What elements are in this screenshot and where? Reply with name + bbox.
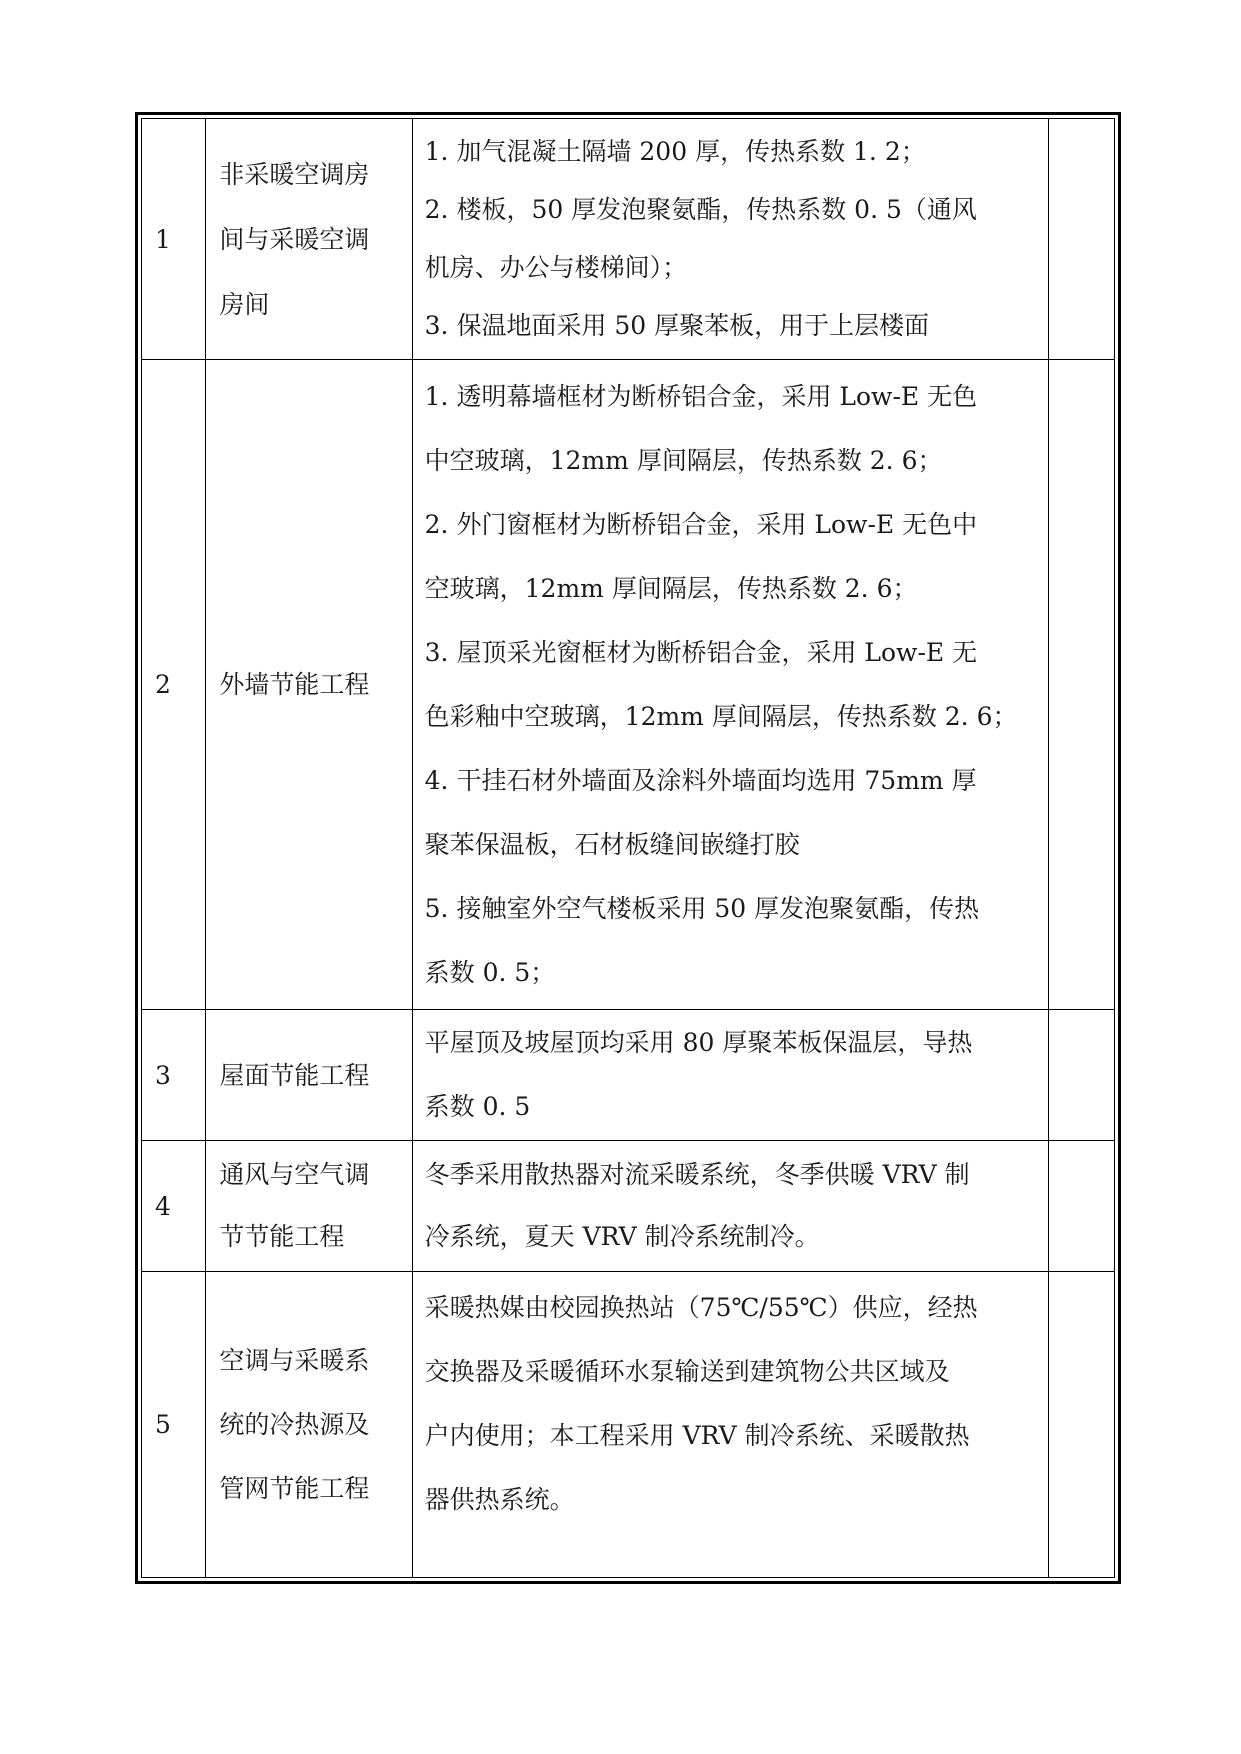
row-remark — [1048, 119, 1114, 360]
row-item-name — [206, 1010, 412, 1141]
description-line: 机房、办公与楼梯间）； — [424, 253, 688, 283]
table-row — [142, 1272, 1115, 1578]
description-line: 3. 屋顶采光窗框材为断桥铝合金，采用 Low-E 无 — [424, 637, 978, 667]
description-line: 聚苯保温板，石材板缝间嵌缝打胶 — [424, 829, 800, 859]
description-line: 冬季采用散热器对流采暖系统，冬季供暖 VRV 制 — [424, 1160, 970, 1190]
row-description — [412, 1141, 1048, 1272]
item-name-line: 管网节能工程 — [219, 1473, 370, 1503]
row-description — [412, 119, 1048, 360]
description-line: 冷系统，夏天 VRV 制冷系统制冷。 — [424, 1222, 820, 1252]
table-row — [142, 1010, 1115, 1141]
description-line: 4. 干挂石材外墙面及涂料外墙面均选用 75mm 厚 — [424, 765, 977, 795]
description-line: 平屋顶及坡屋顶均采用 80 厚聚苯板保温层，导热 — [424, 1028, 973, 1058]
description-line: 中空玻璃，12mm 厚间隔层，传热系数 2. 6； — [424, 445, 943, 475]
description-line: 5. 接触室外空气楼板采用 50 厚发泡聚氨酯，传热 — [424, 893, 980, 923]
item-name-line: 空调与采暖系 — [219, 1345, 370, 1375]
row-remark — [1048, 1272, 1114, 1578]
description-line: 空玻璃，12mm 厚间隔层，传热系数 2. 6； — [424, 573, 918, 603]
item-name-line: 房间 — [219, 289, 270, 319]
item-name-line: 非采暖空调房 — [219, 159, 370, 189]
row-remark — [1048, 1010, 1114, 1141]
item-name-line: 节节能工程 — [219, 1222, 345, 1252]
description-line: 系数 0. 5； — [424, 957, 556, 987]
table-body — [141, 118, 1115, 1578]
description-line: 户内使用；本工程采用 VRV 制冷系统、采暖散热 — [424, 1421, 970, 1451]
row-number: 4 — [142, 1141, 206, 1272]
row-number: 1 — [142, 119, 206, 360]
table-row — [142, 119, 1115, 360]
description-line: 交换器及采暖循环水泵输送到建筑物公共区域及 — [424, 1357, 950, 1387]
row-remark — [1048, 360, 1114, 1010]
description-line: 器供热系统。 — [424, 1485, 575, 1515]
row-number: 2 — [142, 360, 206, 1010]
row-description — [412, 360, 1048, 1010]
row-remark — [1048, 1141, 1114, 1272]
row-item-name — [206, 1141, 412, 1272]
item-name-line: 统的冷热源及 — [219, 1409, 370, 1439]
table-row — [142, 360, 1115, 1010]
item-name-line: 外墙节能工程 — [219, 670, 370, 700]
item-name-line: 间与采暖空调 — [219, 224, 370, 254]
row-number: 5 — [142, 1272, 206, 1578]
description-line: 3. 保温地面采用 50 厚聚苯板，用于上层楼面 — [424, 311, 930, 341]
description-line: 1. 透明幕墙框材为断桥铝合金，采用 Low-E 无色 — [424, 381, 978, 411]
item-name-line: 屋面节能工程 — [219, 1060, 370, 1090]
description-line: 采暖热媒由校园换热站（75℃/55℃）供应，经热 — [424, 1293, 978, 1323]
description-line: 1. 加气混凝土隔墙 200 厚，传热系数 1. 2； — [424, 137, 926, 167]
description-line: 系数 0. 5 — [424, 1092, 531, 1122]
row-item-name — [206, 360, 412, 1010]
row-description — [412, 1010, 1048, 1141]
description-line: 2. 楼板，50 厚发泡聚氨酯，传热系数 0. 5（通风 — [424, 195, 977, 225]
item-name-line: 通风与空气调 — [219, 1160, 370, 1190]
row-item-name — [206, 119, 412, 360]
table-row — [142, 1141, 1115, 1272]
row-number: 3 — [142, 1010, 206, 1141]
description-line: 2. 外门窗框材为断桥铝合金，采用 Low-E 无色中 — [424, 509, 978, 539]
description-line: 色彩釉中空玻璃，12mm 厚间隔层，传热系数 2. 6； — [424, 701, 1018, 731]
row-item-name — [206, 1272, 412, 1578]
energy-saving-table — [135, 112, 1121, 1584]
row-description — [412, 1272, 1048, 1578]
